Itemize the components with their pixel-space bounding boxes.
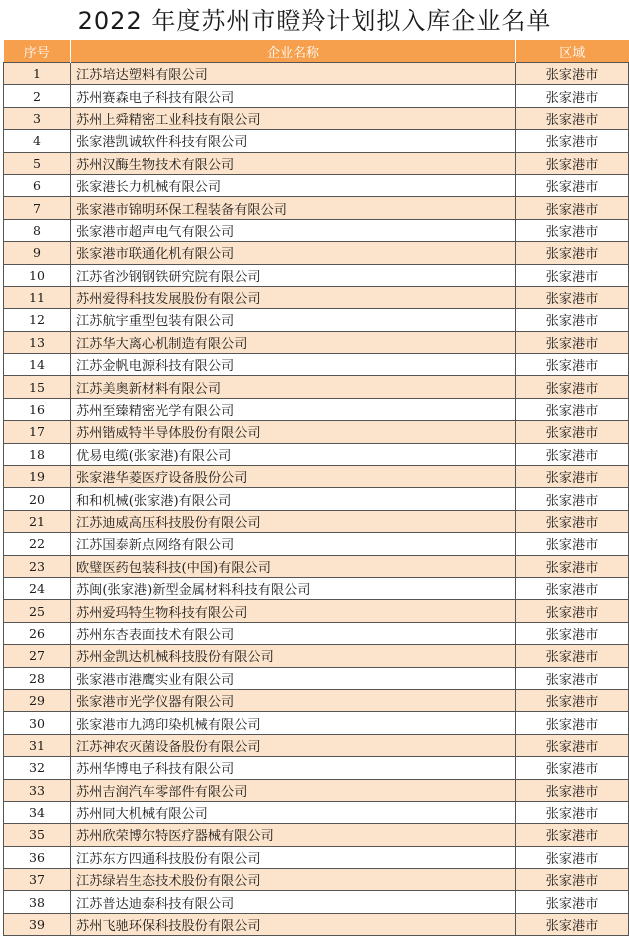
row-company-name: 苏州爱得科技发展股份有限公司 <box>71 286 516 308</box>
row-region: 张家港市 <box>516 533 629 555</box>
row-company-name: 张家港市九鸿印染机械有限公司 <box>71 712 516 734</box>
table-row <box>4 152 629 174</box>
row-index: 18 <box>4 443 71 465</box>
row-index: 30 <box>4 712 71 734</box>
row-company-name: 苏州欣荣博尔特医疗器械有限公司 <box>71 824 516 846</box>
row-index: 2 <box>4 85 71 107</box>
row-region: 张家港市 <box>516 622 629 644</box>
row-region: 张家港市 <box>516 869 629 891</box>
header-company-name: 企业名称 <box>71 40 516 63</box>
row-company-name: 江苏美奥新材料有限公司 <box>71 376 516 398</box>
table-row <box>4 286 629 308</box>
row-index: 25 <box>4 600 71 622</box>
row-region: 张家港市 <box>516 577 629 599</box>
row-index: 35 <box>4 824 71 846</box>
row-company-name: 苏州同大机械有限公司 <box>71 801 516 823</box>
row-region: 张家港市 <box>516 555 629 577</box>
row-company-name: 江苏金帆电源科技有限公司 <box>71 354 516 376</box>
row-index: 10 <box>4 264 71 286</box>
table-row <box>4 309 629 331</box>
row-index: 1 <box>4 63 71 85</box>
row-index: 5 <box>4 152 71 174</box>
row-region: 张家港市 <box>516 309 629 331</box>
row-region: 张家港市 <box>516 286 629 308</box>
row-region: 张家港市 <box>516 242 629 264</box>
row-region: 张家港市 <box>516 734 629 756</box>
row-company-name: 苏州吉润汽车零部件有限公司 <box>71 779 516 801</box>
row-region: 张家港市 <box>516 421 629 443</box>
row-company-name: 苏州金凯达机械科技股份有限公司 <box>71 645 516 667</box>
row-company-name: 苏州汉酶生物技术有限公司 <box>71 152 516 174</box>
table-row <box>4 421 629 443</box>
row-company-name: 欧璧医药包装科技(中国)有限公司 <box>71 555 516 577</box>
row-company-name: 苏闽(张家港)新型金属材料科技有限公司 <box>71 577 516 599</box>
row-region: 张家港市 <box>516 174 629 196</box>
row-index: 11 <box>4 286 71 308</box>
row-region: 张家港市 <box>516 398 629 420</box>
company-table <box>3 40 629 936</box>
row-region: 张家港市 <box>516 130 629 152</box>
row-index: 8 <box>4 219 71 241</box>
row-region: 张家港市 <box>516 219 629 241</box>
row-company-name: 苏州飞驰环保科技股份有限公司 <box>71 913 516 935</box>
row-company-name: 苏州上舜精密工业科技有限公司 <box>71 107 516 129</box>
row-region: 张家港市 <box>516 757 629 779</box>
table-header-row <box>4 40 629 63</box>
row-region: 张家港市 <box>516 667 629 689</box>
row-index: 38 <box>4 891 71 913</box>
row-index: 32 <box>4 757 71 779</box>
row-index: 26 <box>4 622 71 644</box>
table-row <box>4 824 629 846</box>
row-company-name: 苏州爱玛特生物科技有限公司 <box>71 600 516 622</box>
row-company-name: 江苏东方四通科技股份有限公司 <box>71 846 516 868</box>
row-region: 张家港市 <box>516 63 629 85</box>
row-company-name: 江苏国泰新点网络有限公司 <box>71 533 516 555</box>
table-row <box>4 510 629 532</box>
row-index: 36 <box>4 846 71 868</box>
table-row <box>4 622 629 644</box>
row-index: 28 <box>4 667 71 689</box>
table-row <box>4 331 629 353</box>
row-company-name: 张家港凯诚软件科技有限公司 <box>71 130 516 152</box>
table-row <box>4 734 629 756</box>
table-row <box>4 354 629 376</box>
row-company-name: 张家港华菱医疗设备股份公司 <box>71 466 516 488</box>
table-row <box>4 107 629 129</box>
row-index: 21 <box>4 510 71 532</box>
table-row <box>4 376 629 398</box>
table-row <box>4 801 629 823</box>
row-company-name: 苏州至臻精密光学有限公司 <box>71 398 516 420</box>
row-region: 张家港市 <box>516 488 629 510</box>
row-index: 15 <box>4 376 71 398</box>
row-region: 张家港市 <box>516 801 629 823</box>
table-row <box>4 846 629 868</box>
row-region: 张家港市 <box>516 354 629 376</box>
table-row <box>4 264 629 286</box>
row-index: 39 <box>4 913 71 935</box>
row-company-name: 张家港市超声电气有限公司 <box>71 219 516 241</box>
row-index: 14 <box>4 354 71 376</box>
row-company-name: 张家港市光学仪器有限公司 <box>71 689 516 711</box>
row-region: 张家港市 <box>516 107 629 129</box>
table-row <box>4 466 629 488</box>
row-region: 张家港市 <box>516 600 629 622</box>
table-row <box>4 398 629 420</box>
table-row <box>4 174 629 196</box>
row-index: 17 <box>4 421 71 443</box>
row-company-name: 苏州赛森电子科技有限公司 <box>71 85 516 107</box>
row-index: 6 <box>4 174 71 196</box>
row-index: 31 <box>4 734 71 756</box>
table-body <box>4 63 629 936</box>
header-index: 序号 <box>4 40 71 63</box>
page-title: 2022 年度苏州市瞪羚计划拟入库企业名单 <box>77 7 552 35</box>
row-region: 张家港市 <box>516 712 629 734</box>
row-company-name: 张家港市锦明环保工程装备有限公司 <box>71 197 516 219</box>
table-row <box>4 869 629 891</box>
row-company-name: 江苏普达迪泰科技有限公司 <box>71 891 516 913</box>
row-company-name: 苏州华博电子科技有限公司 <box>71 757 516 779</box>
row-index: 9 <box>4 242 71 264</box>
row-region: 张家港市 <box>516 264 629 286</box>
row-company-name: 张家港长力机械有限公司 <box>71 174 516 196</box>
table-row <box>4 577 629 599</box>
row-company-name: 江苏省沙钢钢铁研究院有限公司 <box>71 264 516 286</box>
row-index: 19 <box>4 466 71 488</box>
table-row <box>4 85 629 107</box>
row-company-name: 和和机械(张家港)有限公司 <box>71 488 516 510</box>
table-row <box>4 197 629 219</box>
row-index: 22 <box>4 533 71 555</box>
row-index: 20 <box>4 488 71 510</box>
row-region: 张家港市 <box>516 824 629 846</box>
row-index: 7 <box>4 197 71 219</box>
row-region: 张家港市 <box>516 891 629 913</box>
row-company-name: 张家港市港鹰实业有限公司 <box>71 667 516 689</box>
row-company-name: 张家港市联通化机有限公司 <box>71 242 516 264</box>
row-region: 张家港市 <box>516 152 629 174</box>
row-region: 张家港市 <box>516 510 629 532</box>
table-row <box>4 779 629 801</box>
row-region: 张家港市 <box>516 331 629 353</box>
row-region: 张家港市 <box>516 645 629 667</box>
row-index: 3 <box>4 107 71 129</box>
row-company-name: 江苏华大离心机制造有限公司 <box>71 331 516 353</box>
header-region: 区域 <box>516 40 629 63</box>
row-index: 24 <box>4 577 71 599</box>
row-region: 张家港市 <box>516 376 629 398</box>
table-row <box>4 667 629 689</box>
row-index: 29 <box>4 689 71 711</box>
row-region: 张家港市 <box>516 689 629 711</box>
row-index: 27 <box>4 645 71 667</box>
row-index: 13 <box>4 331 71 353</box>
row-region: 张家港市 <box>516 443 629 465</box>
row-company-name: 江苏航宇重型包装有限公司 <box>71 309 516 331</box>
table-row <box>4 242 629 264</box>
table-row <box>4 600 629 622</box>
row-index: 37 <box>4 869 71 891</box>
table-row <box>4 443 629 465</box>
row-region: 张家港市 <box>516 913 629 935</box>
row-company-name: 江苏神农灭菌设备股份有限公司 <box>71 734 516 756</box>
table-row <box>4 689 629 711</box>
row-index: 33 <box>4 779 71 801</box>
row-index: 16 <box>4 398 71 420</box>
row-company-name: 苏州锴威特半导体股份有限公司 <box>71 421 516 443</box>
row-company-name: 江苏绿岩生态技术股份有限公司 <box>71 869 516 891</box>
row-region: 张家港市 <box>516 466 629 488</box>
table-row <box>4 757 629 779</box>
row-company-name: 苏州东杏表面技术有限公司 <box>71 622 516 644</box>
row-company-name: 江苏培达塑料有限公司 <box>71 63 516 85</box>
table-row <box>4 63 629 85</box>
table-row <box>4 913 629 935</box>
table-row <box>4 891 629 913</box>
table-row <box>4 488 629 510</box>
row-index: 12 <box>4 309 71 331</box>
table-row <box>4 130 629 152</box>
row-company-name: 江苏迪威高压科技股份有限公司 <box>71 510 516 532</box>
row-company-name: 优易电缆(张家港)有限公司 <box>71 443 516 465</box>
row-index: 34 <box>4 801 71 823</box>
table-row <box>4 533 629 555</box>
table-row <box>4 645 629 667</box>
row-index: 4 <box>4 130 71 152</box>
row-region: 张家港市 <box>516 846 629 868</box>
table-row <box>4 555 629 577</box>
table-row <box>4 712 629 734</box>
row-region: 张家港市 <box>516 85 629 107</box>
row-region: 张家港市 <box>516 779 629 801</box>
row-index: 23 <box>4 555 71 577</box>
table-row <box>4 219 629 241</box>
row-region: 张家港市 <box>516 197 629 219</box>
